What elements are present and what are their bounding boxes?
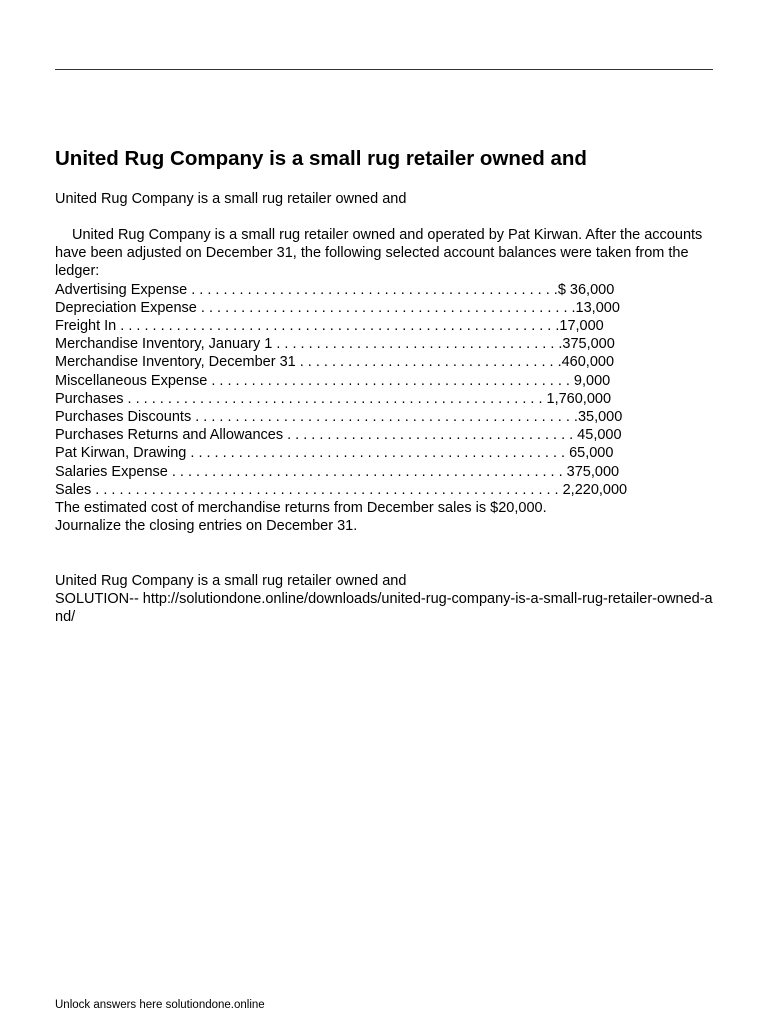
instruction: Journalize the closing entries on December 31. — [55, 518, 358, 535]
problem-body — [55, 226, 715, 535]
ledger-row: Depreciation Expense . . . . . . . . . . . . . . . . . . . . . . . . . . . . . . . . . . . . . . . . . . . . . . .13,000 — [55, 299, 620, 316]
returns-note: The estimated cost of merchandise returns from December sales is $20,000. — [55, 500, 547, 517]
top-divider — [55, 69, 713, 70]
ledger-row: Purchases Discounts . . . . . . . . . . . . . . . . . . . . . . . . . . . . . . . . . . . . . . . . . . . . . . . .35,000 — [55, 409, 623, 426]
ledger-row: Merchandise Inventory, December 31 . . . . . . . . . . . . . . . . . . . . . . . . . . . . . . . . .460,000 — [55, 354, 615, 371]
ledger-list — [55, 281, 715, 499]
unlock-footer: Unlock answers here solutiondone.online — [55, 999, 265, 1011]
ledger-row: Purchases . . . . . . . . . . . . . . . . . . . . . . . . . . . . . . . . . . . . . . . . . . . . . . . . . . . . 1,760,000 — [55, 390, 612, 407]
ledger-row: Purchases Returns and Allowances . . . . . . . . . . . . . . . . . . . . . . . . . . . . . . . . . . . . 45,000 — [55, 427, 622, 444]
ledger-row: Miscellaneous Expense . . . . . . . . . . . . . . . . . . . . . . . . . . . . . . . . . . . . . . . . . . . . . 9,000 — [55, 372, 611, 389]
ledger-row: Freight In . . . . . . . . . . . . . . . . . . . . . . . . . . . . . . . . . . . . . . . . . . . . . . . . . . . . . . .17,000 — [55, 318, 604, 335]
ledger-row: Advertising Expense . . . . . . . . . . . . . . . . . . . . . . . . . . . . . . . . . . . . . . . . . . . . . .$ 36,000 — [55, 281, 615, 298]
solution-block — [55, 572, 715, 627]
ledger-row: Sales . . . . . . . . . . . . . . . . . . . . . . . . . . . . . . . . . . . . . . . . . . . . . . . . . . . . . . . . . . 2,220,000 — [55, 481, 628, 498]
solution-link[interactable]: SOLUTION-- http://solutiondone.online/downloads/united-rug-company-is-a-small-rug-retailer-owned-and/ — [55, 591, 713, 626]
page-title: United Rug Company is a small rug retailer owned and — [55, 147, 587, 170]
subtitle: United Rug Company is a small rug retailer owned and — [55, 191, 407, 207]
ledger-row: Merchandise Inventory, January 1 . . . . . . . . . . . . . . . . . . . . . . . . . . . . . . . . . . . .375,000 — [55, 336, 615, 353]
intro-paragraph: United Rug Company is a small rug retailer owned and operated by Pat Kirwan. After the accounts have been adjusted on December 31, the following selected account balances were taken from the ledger: — [55, 227, 703, 280]
ledger-row: Pat Kirwan, Drawing . . . . . . . . . . . . . . . . . . . . . . . . . . . . . . . . . . . . . . . . . . . . . . . 65,000 — [55, 445, 614, 462]
footer-title: United Rug Company is a small rug retailer owned and — [55, 573, 407, 589]
ledger-row: Salaries Expense . . . . . . . . . . . . . . . . . . . . . . . . . . . . . . . . . . . . . . . . . . . . . . . . . 375,000 — [55, 463, 620, 480]
